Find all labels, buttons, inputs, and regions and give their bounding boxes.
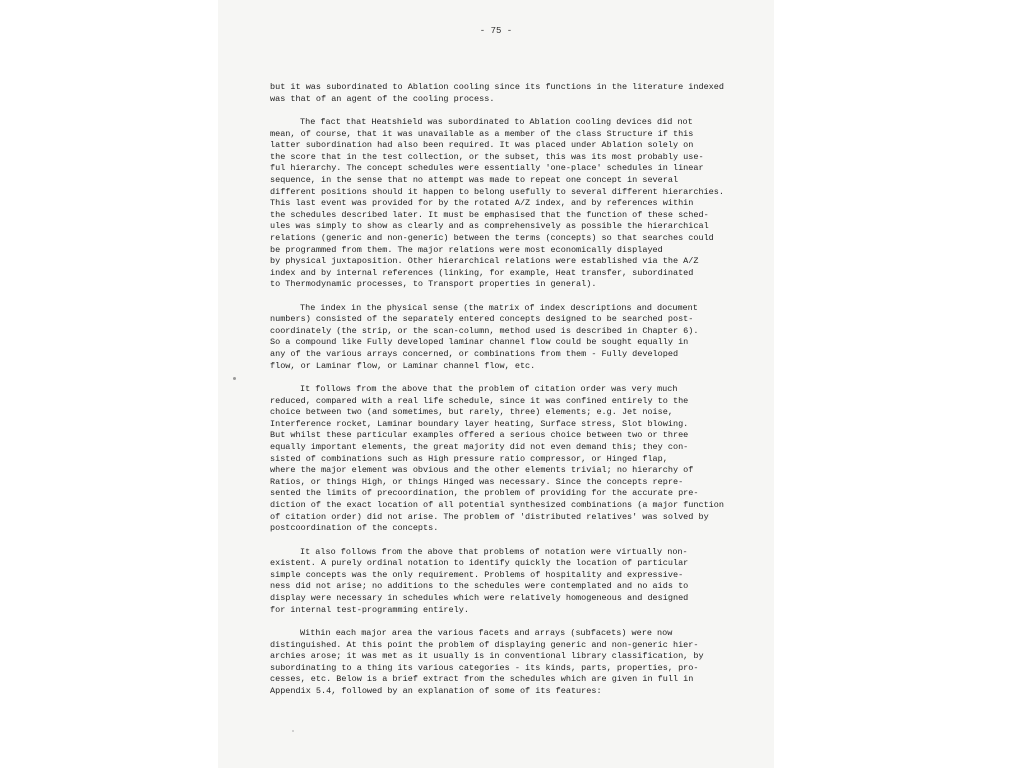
text-line: the score that in the test collection, or the subset, this was its most probably use- [270, 151, 704, 162]
text-line: reduced, compared with a real life schedule, since it was confined entirely to the [270, 395, 689, 406]
text-line: equally important elements, the great majority did not even demand this; they con- [270, 442, 689, 453]
text-line: numbers) consisted of the separately entered concepts designed to be searched post- [270, 314, 694, 325]
text-line: to Thermodynamic processes, to Transport properties in general). [270, 279, 597, 290]
text-line: but it was subordinated to Ablation cooling since its functions in the literature indexed [270, 82, 724, 92]
text-line: Appendix 5.4, followed by an explanation of some of its features: [270, 685, 602, 696]
body-text [270, 82, 725, 709]
text-line: of citation order) did not arise. The problem of 'distributed relatives' was solved by [270, 511, 709, 522]
text-line: sented the limits of precoordination, the problem of providing for the accurate pre- [270, 488, 699, 499]
text-line: sisted of combinations such as High pressure ratio compressor, or Hinged flap, [270, 453, 668, 464]
text-line: But whilst these particular examples offered a serious choice between two or three [270, 430, 689, 441]
text-line: mean, of course, that it was unavailable as a member of the class Structure if this [270, 128, 694, 139]
text-line: flow, or Laminar flow, or Laminar channel flow, etc. [270, 360, 536, 371]
text-line: cesses, etc. Below is a brief extract from the schedules which are given in full in [270, 674, 694, 685]
scan-mark [292, 730, 294, 732]
text-line: sequence, in the sense that no attempt was made to repeat one concept in several [270, 174, 679, 185]
text-line: subordinating to a thing its various categories - its kinds, parts, properties, pro- [270, 662, 699, 673]
text-line: postcoordination of the concepts. [270, 523, 439, 534]
text-line: display were necessary in schedules which were relatively homogeneous and designed [270, 592, 689, 603]
text-line: distinguished. At this point the problem of displaying generic and non-generic hier- [270, 639, 699, 650]
text-line: coordinately (the strip, or the scan-column, method used is described in Chapter 6). [270, 325, 699, 336]
text-line: archies arose; it was met as it usually is in conventional library classification, by [270, 651, 704, 662]
text-line: Interference rocket, Laminar boundary layer heating, Surface stress, Slot blowing. [270, 418, 689, 429]
text-line: index and by internal references (linking, for example, Heat transfer, subordinated [270, 267, 694, 278]
text-line: any of the various arrays concerned, or combinations from them - Fully developed [270, 349, 679, 360]
page-number: - 75 - [479, 26, 513, 36]
paragraph [270, 303, 725, 373]
text-line: be programmed from them. The major relations were most economically displayed [270, 244, 663, 255]
text-line: latter subordination had also been required. It was placed under Ablation solely on [270, 140, 694, 151]
text-line: simple concepts was the only requirement. Problems of hospitality and expressive- [270, 569, 684, 580]
paragraph [270, 117, 725, 291]
paragraph [270, 384, 725, 535]
text-line: by physical juxtaposition. Other hierarchical relations were established via the A/Z [270, 256, 699, 267]
text-line: the schedules described later. It must be emphasised that the function of these sched- [270, 209, 709, 220]
scan-mark [233, 377, 236, 380]
text-line: It follows from the above that the problem of citation order was very much [300, 384, 678, 395]
text-line: Ratios, or things High, or things Hinged was necessary. Since the concepts repre- [270, 476, 684, 487]
text-line: The fact that Heatshield was subordinated to Ablation cooling devices did not [300, 116, 693, 127]
paragraph [270, 547, 725, 617]
text-line: The index in the physical sense (the matrix of index descriptions and document [300, 302, 698, 313]
text-line: choice between two (and sometimes, but rarely, three) elements; e.g. Jet noise, [270, 407, 673, 418]
text-line: ful hierarchy. The concept schedules were essentially 'one-place' schedules in linear [270, 163, 704, 174]
text-line: relations (generic and non-generic) between the terms (concepts) so that searches could [270, 232, 714, 243]
text-line: It also follows from the above that problems of notation were virtually non- [300, 546, 688, 557]
text-line: This last event was provided for by the rotated A/Z index, and by references within [270, 198, 694, 209]
text-line: Within each major area the various facets and arrays (subfacets) were now [300, 627, 673, 638]
scanned-page [218, 0, 774, 768]
text-line: existent. A purely ordinal notation to identify quickly the location of particular [270, 558, 689, 569]
text-line: diction of the exact location of all potential synthesized combinations (a major function [270, 499, 724, 510]
text-line: So a compound like Fully developed laminar channel flow could be sought equally in [270, 337, 689, 348]
text-line: different positions should it happen to belong usefully to several different hierarchies. [270, 186, 724, 197]
paragraph [270, 82, 725, 105]
paragraph [270, 628, 725, 698]
text-line: ness did not arise; no additions to the schedules were contemplated and no aids to [270, 581, 689, 592]
text-line: was that of an agent of the cooling process. [270, 93, 495, 104]
text-line: where the major element was obvious and the other elements trivial; no hierarchy of [270, 465, 694, 476]
text-line: for internal test-programming entirely. [270, 604, 469, 615]
text-line: ules was simply to show as clearly and as comprehensively as possible the hierarchical [270, 221, 709, 232]
